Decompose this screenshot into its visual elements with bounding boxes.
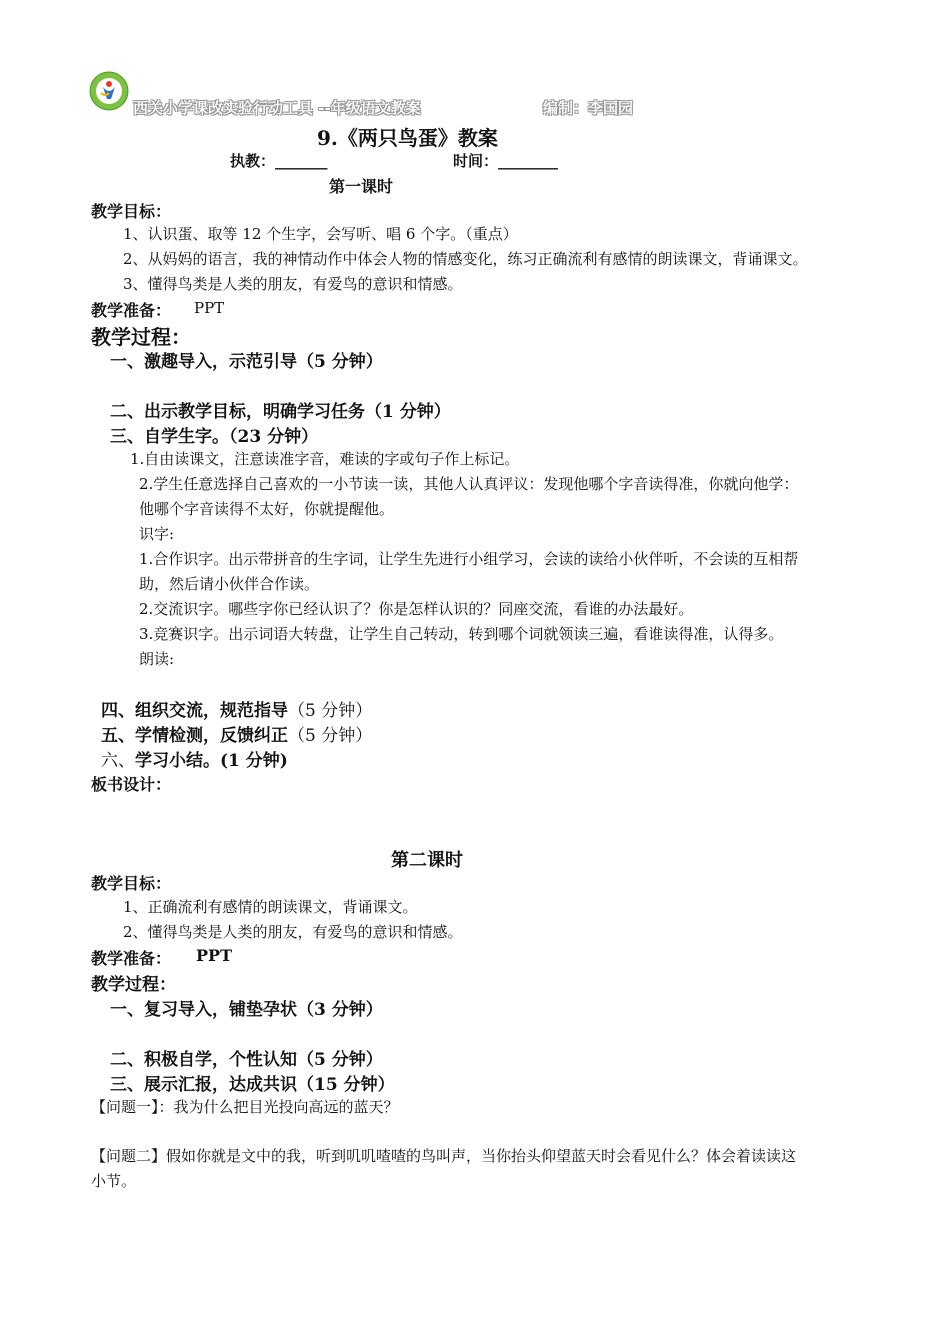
lesson1-heading: 第一课时	[329, 177, 394, 196]
lesson2-question-1: 【问题一】：我为什么把目光投向高远的蓝天？	[91, 1098, 399, 1116]
lesson2-goals-label: 教学目标：	[91, 874, 172, 893]
lesson2-prep-value: PPT	[196, 946, 232, 965]
page-title: 9.《两只鸟蛋》教案	[317, 126, 498, 150]
time-field: 时间：________	[453, 152, 559, 170]
lesson1-process-label: 教学过程：	[91, 325, 191, 349]
lesson1-step-3: 三、自学生字。（23 分钟）	[110, 427, 319, 447]
header-school-line: 西关小学课改实验行动工具 --年级语文教案	[133, 99, 421, 117]
step3-item-5: 1.合作识字。出示带拼音的生字词，让学生先进行小组学习，会读的读给小伙伴听，不会读的互相帮	[139, 550, 799, 568]
lesson2-process-label: 教学过程：	[91, 975, 176, 995]
lesson2-prep-label: 教学准备：	[91, 949, 172, 968]
lesson1-step-6	[101, 746, 288, 771]
step3-item-3: 他哪个字音读得不太好，你就提醒他。	[139, 500, 395, 518]
lesson1-step-4	[101, 696, 372, 721]
teacher-field: 执教：_______	[230, 152, 328, 170]
step5-title: 五、学情检测，反馈纠正	[101, 726, 288, 746]
lesson2-step-1: 一、复习导入，铺垫孕状（3 分钟）	[110, 1000, 383, 1020]
step4-duration: （5 分钟）	[288, 701, 373, 721]
lesson2-heading: 第二课时	[391, 850, 463, 871]
lesson2-goal-2: 2、懂得鸟类是人类的朋友，有爱鸟的意识和情感。	[123, 923, 463, 941]
step3-item-9: 朗读:	[139, 650, 175, 668]
step3-item-6: 助，然后请小伙伴合作读。	[139, 575, 320, 593]
lesson1-step-2: 二、出示教学目标，明确学习任务（1 分钟）	[110, 402, 451, 422]
step3-item-7: 2.交流识字。哪些字你已经认识了？你是怎样认识的？同座交流，看谁的办法最好。	[139, 600, 694, 618]
lesson1-step-1: 一、激趣导入，示范引导（5 分钟）	[110, 352, 383, 372]
lesson1-step-5	[101, 721, 372, 746]
lesson2-question-2-line1: 【问题二】假如你就是文中的我，听到叽叽喳喳的鸟叫声，当你抬头仰望蓝天时会看见什么？体会着读读这	[91, 1147, 797, 1165]
step3-item-4: 识字:	[139, 525, 175, 543]
step4-title: 四、组织交流，规范指导	[101, 701, 288, 721]
step6-prefix: 六、	[101, 751, 135, 771]
step5-duration: （5 分钟）	[288, 726, 373, 746]
lesson1-goal-3: 3、懂得鸟类是人类的朋友，有爱鸟的意识和情感。	[123, 275, 463, 293]
lesson1-goal-2: 2、从妈妈的语言，我的神情动作中体会人物的情感变化，练习正确流利有感情的朗读课文，背诵课文。	[123, 250, 808, 268]
step3-item-1: 1.自由读课文，注意读准字音，难读的字或句子作上标记。	[130, 450, 520, 468]
lesson2-question-2-line2: 小节。	[91, 1172, 137, 1190]
lesson1-goal-1: 1、认识蛋、取等 12 个生字，会写听、唱 6 个字。（重点）	[123, 225, 518, 243]
lesson2-step-3: 三、展示汇报，达成共识（15 分钟）	[110, 1075, 395, 1095]
lesson1-prep-label: 教学准备：	[91, 301, 172, 320]
step3-item-8: 3.竞赛识字。出示词语大转盘，让学生自己转动，转到哪个词就领读三遍，看谁读得准，认得多。	[139, 625, 784, 643]
step6-title: 学习小结。(1 分钟)	[135, 751, 288, 771]
step3-item-2: 2.学生任意选择自己喜欢的一小节读一读，其他人认真评议：发现他哪个字音读得准，你就向他学：	[139, 475, 799, 493]
lesson1-prep-value: PPT	[194, 299, 225, 317]
lesson1-board-label: 板书设计：	[91, 775, 172, 794]
lesson2-step-2: 二、积极自学，个性认知（5 分钟）	[110, 1050, 383, 1070]
school-logo	[89, 71, 129, 111]
header-editor-line: 编制：李国园	[543, 99, 634, 117]
lesson2-goal-1: 1、正确流利有感情的朗读课文，背诵课文。	[123, 898, 418, 916]
lesson1-goals-label: 教学目标：	[91, 202, 172, 221]
